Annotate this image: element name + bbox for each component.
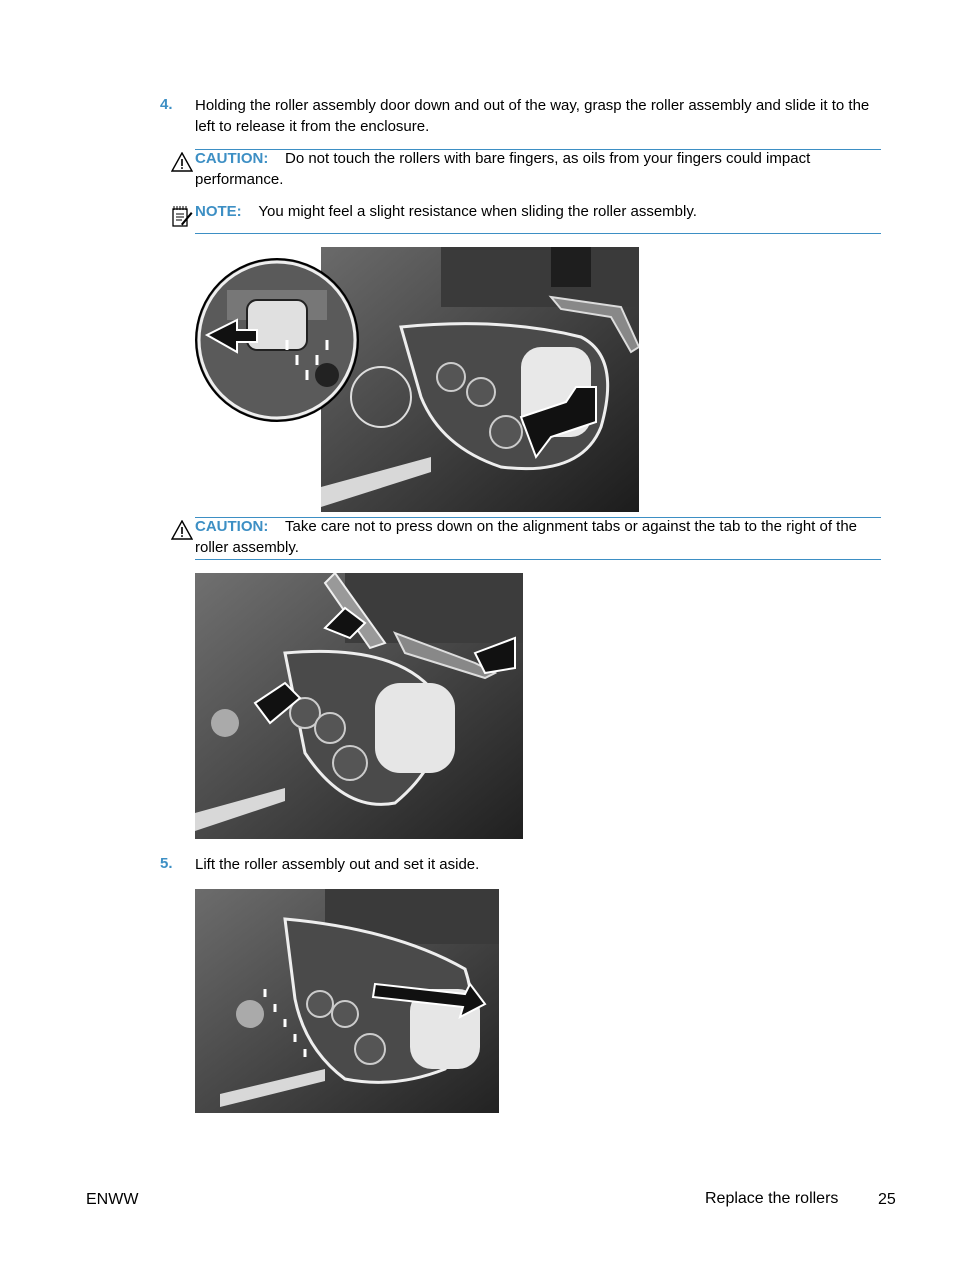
caution-callout-2 xyxy=(195,516,885,558)
caution-label: CAUTION: xyxy=(195,150,269,167)
caution2-text: Take care not to press down on the alignment tabs or against the tab to the right of the roller assembly. xyxy=(195,518,858,556)
note-bottom-rule xyxy=(195,233,881,234)
caution2-label: CAUTION: xyxy=(195,518,269,535)
magnified-detail-inset xyxy=(195,258,359,422)
alignment-tabs-illustration xyxy=(195,573,523,839)
step-text-4: Holding the roller assembly door down and out of the way, grasp the roller assembly and slide it to the left to release it from the enclosure. xyxy=(195,97,870,135)
roller-slide-illustration xyxy=(321,247,639,512)
caution-callout-1 xyxy=(195,148,885,190)
note-label: NOTE: xyxy=(195,203,242,220)
caution-text: Do not touch the rollers with bare fingers, as oils from your fingers could impact performance. xyxy=(195,150,811,188)
note-text: You might feel a slight resistance when sliding the roller assembly. xyxy=(258,203,697,220)
note-callout xyxy=(195,201,885,222)
page-number: 25 xyxy=(878,1191,896,1208)
caution2-bottom-rule xyxy=(195,559,881,560)
lift-roller-illustration xyxy=(195,889,499,1113)
step-number-4: 4. xyxy=(160,96,173,113)
footer-section-title: Replace the rollers xyxy=(705,1190,839,1207)
caution-icon-2 xyxy=(171,520,193,540)
step-text-5: Lift the roller assembly out and set it aside. xyxy=(195,856,480,873)
footer-left: ENWW xyxy=(86,1191,139,1208)
caution-icon xyxy=(171,152,193,172)
step-number-5: 5. xyxy=(160,855,173,872)
note-icon xyxy=(171,204,193,228)
